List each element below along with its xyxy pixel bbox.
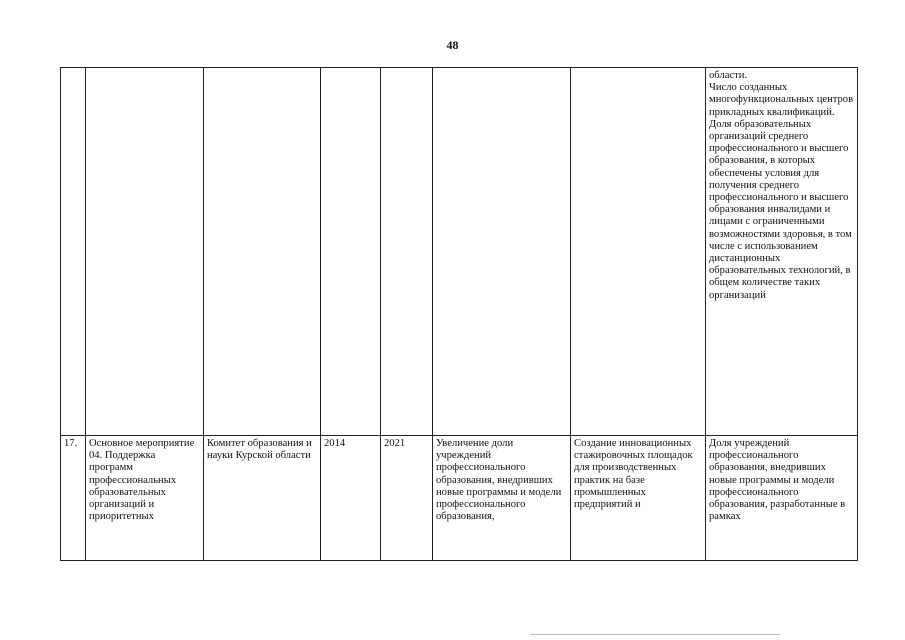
cell-start-year	[321, 68, 381, 436]
cell-executor	[204, 68, 321, 436]
program-table	[60, 67, 858, 561]
cell-main-directions	[571, 68, 706, 436]
cell-executor: Комитет образования и науки Курской области	[204, 436, 321, 561]
cell-indicators: области. Число созданных многофункциональных центров прикладных квалификаций. Доля образовательных организаций среднего профессионального и высшего образования, в которых обеспечены условия для получения среднего профессионального и высшего образования инвалидами и лицами с ограниченными возможностями здоровья, в том числе с использованием дистанционных образовательных технологий, в общем количестве таких организаций	[706, 68, 858, 436]
cell-expected-result	[433, 68, 571, 436]
cell-number: 17.	[61, 436, 86, 561]
cell-activity: Основное мероприятие 04. Поддержка программ профессиональных образовательных организаций и приоритетных	[86, 436, 204, 561]
cell-end-year	[381, 68, 433, 436]
scan-edge-line	[530, 634, 780, 635]
cell-end-year: 2021	[381, 436, 433, 561]
cell-number	[61, 68, 86, 436]
cell-indicators: Доля учреждений профессионального образования, внедривших новые программы и модели профессионального образования, разработанные в рамках	[706, 436, 858, 561]
cell-start-year: 2014	[321, 436, 381, 561]
cell-activity	[86, 68, 204, 436]
cell-main-directions: Создание инновационных стажировочных площадок для производственных практик на базе промышленных предприятий и	[571, 436, 706, 561]
page-number: 48	[446, 38, 459, 52]
table-row	[61, 436, 858, 561]
cell-expected-result: Увеличение доли учреждений профессионального образования, внедривших новые программы и модели профессионального образования,	[433, 436, 571, 561]
table-row	[61, 68, 858, 436]
